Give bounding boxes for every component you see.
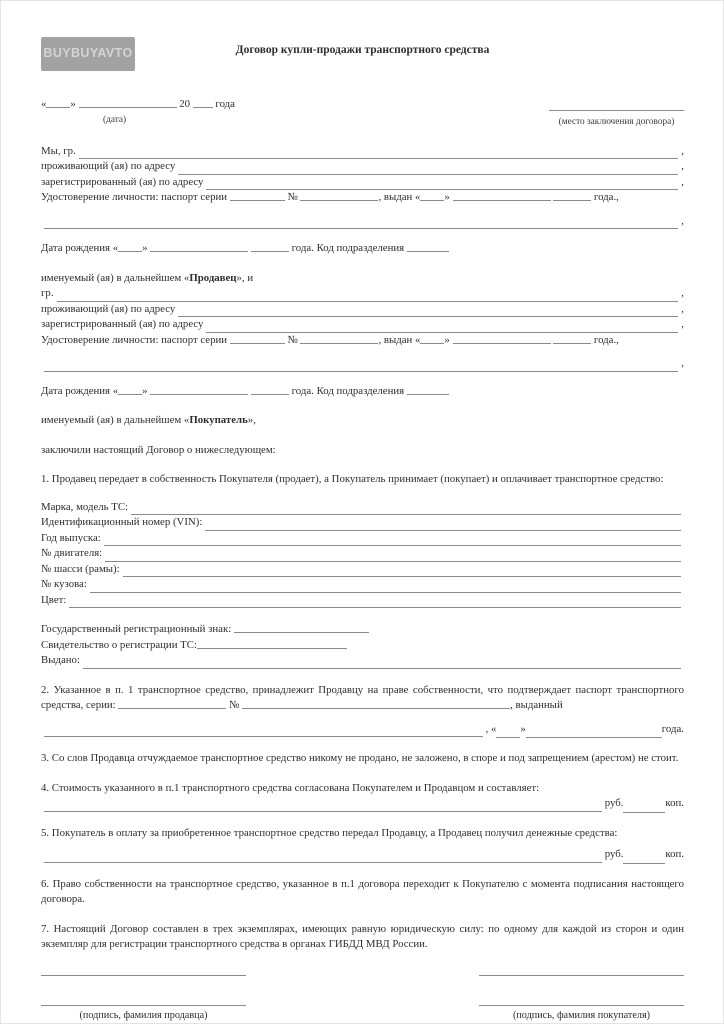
- birth-tail-label: года. Код подразделения: [291, 384, 405, 397]
- section-6-text: 6. Право собственности на транспортное средство, указанное в п.1 договора переходит к Покупателю с момента подписания настоящего договора.: [41, 877, 684, 905]
- comma: ,: [681, 287, 684, 299]
- issued-by-row: [41, 653, 684, 669]
- section-3-text: 3. Со слов Продавца отчуждаемое транспортное средство никому не продано, не заложено, в споре и под запрещением (арестом) не стоит.: [41, 752, 679, 764]
- rub-label: руб.: [604, 848, 624, 860]
- year-label: Год выпуска:: [41, 531, 101, 544]
- engine-no-label: № двигателя:: [41, 547, 103, 559]
- signatures-block: [41, 975, 684, 1024]
- naming-prefix: именуемый (ая) в дальнейшем «: [41, 414, 190, 426]
- quote-open: «: [415, 191, 421, 203]
- plate-blank: [234, 622, 369, 633]
- we-intro-label: Мы, гр.: [41, 144, 76, 157]
- quote-open: «: [112, 242, 119, 254]
- seller-signature-line: [41, 975, 246, 976]
- birth-label: Дата рождения: [41, 384, 111, 397]
- quote-close: »: [520, 722, 526, 735]
- division-code-blank: [407, 384, 449, 395]
- seller-passport-row: [41, 190, 684, 206]
- kop-label: коп.: [665, 848, 684, 860]
- buyer-residing-row: [41, 302, 684, 318]
- year-word: года.: [661, 722, 684, 735]
- comma-quote: , «: [485, 722, 497, 735]
- naming-suffix: », и: [236, 271, 254, 284]
- birth-day-blank: [118, 384, 142, 395]
- birth-year-blank: [251, 384, 289, 395]
- section-5-text: 5. Покупатель в оплату за приобретенное транспортное средство передал Продавцу, а Продавец получил денежные средства:: [41, 826, 618, 839]
- pts-month-blank: [526, 727, 624, 738]
- issue-day-blank: [420, 190, 444, 201]
- place-caption: (место заключения договора): [558, 116, 675, 127]
- year-tail-label: года.,: [593, 333, 619, 346]
- plate-row: [41, 622, 684, 638]
- seller-name-blank: [79, 147, 679, 159]
- seller-block: [41, 144, 684, 257]
- pts-year-blank: [624, 727, 662, 738]
- buyer-birth-row: [41, 384, 684, 400]
- make-model-blank: [131, 503, 681, 515]
- issue-day-blank: [420, 333, 444, 344]
- kop-label: коп.: [665, 797, 684, 809]
- section-1-text: 1. Продавец передает в собственность Покупателя (продает), а Покупатель принимает (покупает) и оплачивает транспортное средство:: [41, 473, 664, 485]
- engine-no-blank: [105, 550, 681, 562]
- section-7-text: 7. Настоящий Договор составлен в трех экземплярах, имеющих равную юридическую силу: по одному для каждой из сторон и один экземпляр для регистрации транспортного средства в органах ГИБДД МВД России.: [41, 922, 684, 950]
- page-title: Договор купли-продажи транспортного средства: [235, 44, 490, 56]
- comma: ,: [681, 214, 684, 227]
- rub-label: руб.: [604, 797, 624, 809]
- year-tail-label: года.,: [593, 191, 619, 203]
- kopeck-blank: [623, 802, 665, 813]
- quote-close: »: [444, 191, 450, 203]
- issue-year-blank: [553, 190, 591, 201]
- residing-label: проживающий (ая) по адресу: [41, 302, 176, 315]
- naming-suffix: »,: [247, 414, 256, 426]
- section-2-issuer-row: [41, 722, 684, 738]
- pts-issuer-blank: [44, 725, 483, 737]
- buyer-signature-line: [479, 975, 684, 976]
- quote-close: »: [142, 242, 148, 254]
- vehicle-field-row: [41, 500, 684, 516]
- buyer-registered-blank: [206, 321, 678, 333]
- chassis-no-blank: [123, 565, 681, 577]
- seller-birth-row: [41, 241, 684, 257]
- gr-intro-label: гр.: [41, 287, 54, 299]
- day-blank: [46, 97, 70, 108]
- seller-registered-row: [41, 175, 684, 191]
- number-sign: №: [229, 699, 240, 711]
- residing-label: проживающий (ая) по адресу: [41, 160, 176, 172]
- year-blank: [104, 534, 681, 546]
- date-caption: (дата): [103, 114, 127, 125]
- buyer-block: [41, 286, 684, 399]
- certificate-row: [41, 638, 684, 654]
- seller-residing-blank: [178, 163, 678, 175]
- vehicle-field-row: [41, 515, 684, 531]
- quote-close: »: [70, 98, 76, 110]
- buyer-signature-col: [479, 975, 684, 1024]
- quote-open: «: [41, 98, 47, 110]
- birth-day-blank: [118, 241, 142, 252]
- seller-name-row: [41, 144, 684, 160]
- buyer-residing-blank: [178, 305, 678, 317]
- issue-month-blank: [453, 190, 551, 201]
- date-field-group: [41, 97, 235, 128]
- issued-word: , выданный: [510, 699, 563, 711]
- birth-month-blank: [150, 241, 248, 252]
- seller-issuer-row: [41, 214, 684, 230]
- number-sign: №: [287, 333, 298, 346]
- quote-close: »: [444, 333, 450, 346]
- passport-series-blank: [230, 333, 285, 344]
- month-blank: [79, 97, 177, 108]
- place-field-group: [549, 97, 684, 128]
- comma: ,: [681, 175, 684, 188]
- seller-signature-col: [41, 975, 246, 1024]
- vehicle-field-row: [41, 531, 684, 547]
- concluded-row: заключили настоящий Договор о нижеследующем:: [41, 443, 276, 456]
- amount-blank: [44, 800, 602, 812]
- seller-naming-row: [41, 271, 684, 287]
- pts-number-blank: [242, 698, 510, 709]
- certificate-blank: [197, 638, 347, 649]
- birth-month-blank: [150, 384, 248, 395]
- buyer-name-blank: [57, 290, 679, 302]
- certificate-label: Свидетельство о регистрации ТС:: [41, 638, 197, 651]
- division-code-blank: [407, 241, 449, 252]
- comma: ,: [681, 357, 684, 369]
- year-word: года: [215, 98, 235, 110]
- comma: ,: [681, 160, 684, 172]
- buyer-issuer-row: [41, 356, 684, 372]
- seller-term: Продавец: [189, 271, 237, 284]
- year-blank: [193, 97, 213, 108]
- issued-by-label: Выдано:: [41, 654, 80, 666]
- identity-label: Удостоверение личности: паспорт серии: [41, 333, 228, 346]
- section-2-start: 2. Указанное в п. 1 транспортное средство, принадлежит Продавцу на праве собственности, что подтверждает паспорт транспортного средства, серии:: [41, 683, 684, 711]
- section-4-text: 4. Стоимость указанного в п.1 транспортного средства согласована Покупателем и Продавцом и составляет:: [41, 781, 540, 794]
- passport-series-blank: [230, 190, 285, 201]
- vehicle-field-row: [41, 562, 684, 578]
- comma: ,: [681, 144, 684, 157]
- buyer-registered-row: [41, 317, 684, 333]
- issuer-blank: [44, 217, 678, 229]
- birth-tail-label: года. Код подразделения: [291, 242, 405, 254]
- naming-prefix: именуемый (ая) в дальнейшем «: [41, 271, 190, 284]
- kopeck-blank: [623, 853, 665, 864]
- vehicle-field-row: [41, 577, 684, 593]
- color-blank: [69, 596, 681, 608]
- amount-blank: [44, 851, 602, 863]
- registration-block: [41, 622, 684, 669]
- century-label: 20: [179, 98, 191, 110]
- vehicle-field-row: [41, 593, 684, 609]
- header: [41, 35, 684, 75]
- vin-blank: [205, 519, 681, 531]
- comma: ,: [681, 318, 684, 330]
- seller-registered-blank: [206, 178, 678, 190]
- quote-open: «: [415, 333, 421, 346]
- vehicle-field-row: [41, 546, 684, 562]
- issued-label: , выдан: [378, 333, 413, 346]
- date-place-row: [41, 97, 684, 128]
- vin-label: Идентификационный номер (VIN):: [41, 516, 203, 528]
- section-4-amount-row: [41, 796, 684, 812]
- seller-signature-line-2: [41, 1005, 246, 1006]
- comma: ,: [681, 302, 684, 315]
- make-model-label: Марка, модель ТС:: [41, 500, 129, 513]
- quote-close: »: [142, 384, 148, 397]
- issued-label: , выдан: [378, 191, 413, 203]
- birth-label: Дата рождения: [41, 242, 111, 254]
- body-no-label: № кузова:: [41, 578, 87, 590]
- section-5-amount-row: [41, 847, 684, 863]
- place-blank: [549, 100, 684, 111]
- registered-label: зарегистрированный (ая) по адресу: [41, 318, 204, 330]
- section-2-text: [41, 683, 684, 714]
- seller-residing-row: [41, 159, 684, 175]
- vehicle-fields: [41, 500, 684, 609]
- identity-label: Удостоверение личности: паспорт серии: [41, 191, 228, 203]
- passport-number-blank: [300, 333, 378, 344]
- pts-day-blank: [496, 727, 520, 738]
- buyer-signature-line-2: [479, 1005, 684, 1006]
- issue-year-blank: [553, 333, 591, 344]
- number-sign: №: [287, 191, 298, 203]
- pts-series-blank: [118, 698, 226, 709]
- buyer-term: Покупатель: [189, 414, 248, 426]
- quote-open: «: [112, 384, 119, 397]
- buyer-signature-caption: (подпись, фамилия покупателя): [512, 1009, 651, 1021]
- issuer-blank: [44, 360, 678, 372]
- issue-month-blank: [453, 333, 551, 344]
- buyer-naming-row: [41, 413, 684, 429]
- chassis-no-label: № шасси (рамы):: [41, 562, 120, 575]
- buyer-passport-row: [41, 333, 684, 349]
- birth-year-blank: [251, 241, 289, 252]
- buybuyavto-logo: BUYBUYAVTO: [41, 37, 135, 71]
- registered-label: зарегистрированный (ая) по адресу: [41, 175, 204, 188]
- passport-number-blank: [300, 190, 378, 201]
- plate-label: Государственный регистрационный знак:: [41, 623, 232, 635]
- seller-signature-caption: (подпись, фамилия продавца): [79, 1009, 208, 1021]
- buyer-name-row: [41, 286, 684, 302]
- issued-by-blank: [83, 657, 681, 669]
- body-no-blank: [90, 581, 681, 593]
- color-label: Цвет:: [41, 593, 67, 606]
